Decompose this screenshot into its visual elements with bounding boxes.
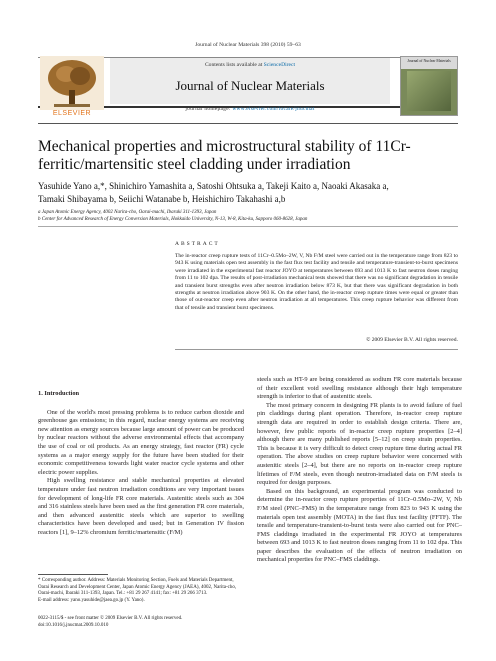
sciencedirect-link[interactable]: ScienceDirect [263, 62, 296, 68]
elsevier-wordmark: ELSEVIER [52, 110, 92, 117]
abstract-heading: ABSTRACT [175, 241, 220, 247]
paragraph: High swelling resistance and stable mechanical properties at elevated temperature under fast neutron irradiation conditions are very important issues for development of long-life FR core materials. Austenitic steels such as 304 and 316 stainless steels have been used as the first generation FR core materials, and then advanced austenitic steels which are superior to swelling characteristics have been developed and used; but in Generation IV fission reactors [1], 9–12% chromium ferritic/martensitic (F/M) [38, 477, 244, 536]
paragraph: One of the world's most pressing problems is to reduce carbon dioxide and greenhouse gas emissions; in this regard, nuclear energy systems are receiving new attention as energy sources because large amount of power can be produced by nuclear reactors without the adverse environmental effects that accompany the use of coal or oil products. As an energy strategy, fast reactor (FR) cycle systems as a major energy supply for the future have been studied for their economic competitiveness towards light water reactor cycle systems and other electric power supplies. [38, 408, 244, 476]
affiliation-a: a Japan Atomic Energy Agency, 4002 Narita-cho, Oarai-machi, Ibaraki 311-1393, Japan [38, 210, 217, 215]
author-list [38, 180, 478, 206]
doi-line[interactable]: doi:10.1016/j.jnucmat.2009.10.010 [38, 622, 109, 628]
abstract-rule [175, 349, 458, 350]
right-column [257, 376, 462, 565]
affiliation-b: b Center for Advanced Research of Energy Conversion Materials, Hokkaido University, N-13, W-8, Kita-ku, Sapporo 060-8628, Japan [38, 217, 308, 222]
paragraph: The most primary concern in designing FR plants is to avoid failure of fuel pin claddings during plant operation. Therefore, in-reactor creep rupture strength data are required in order to establish design criteria. There are, however, few public reports of in-reactor creep rupture properties [2–4] although there are many published reports [5–12] on creep strain properties. This is because it is very difficult to detect creep rupture time during actual FR operation. The above studies on creep rupture behavior were concerned with austenitic steels [2–4], but there are no reports on in-reactor creep rupture lifetimes of F/M steels, even though neutron-irradiated data on F/M steels is required for design purposes. [257, 401, 462, 487]
cover-image [407, 71, 451, 111]
contents-line [110, 62, 390, 68]
issn-line: 0022-3115/$ - see front matter © 2009 Elsevier B.V. All rights reserved. [38, 616, 183, 621]
footnote-rule [38, 574, 108, 575]
journal-cover-thumbnail [400, 56, 458, 116]
homepage-prefix: journal homepage: [185, 106, 233, 112]
article-title: Mechanical properties and microstructural stability of 11Cr-ferritic/martensitic steel cladding under irradiation [38, 138, 411, 173]
paragraph: steels such as HT-9 are being considered as sodium FR core materials because of their excellent void swelling resistance although their high temperature strength is inferior to that of austenitic steels. [257, 376, 462, 401]
left-column [38, 390, 244, 538]
copyright-notice: © 2009 Elsevier B.V. All rights reserved. [366, 337, 458, 343]
authors-line-2: Tamaki Shibayama b, Seiichi Watanabe b, Heishichiro Takahashi a,b [38, 194, 286, 204]
footnote-text: * Corresponding author. Address: Materials Monitoring Section, Fuels and Materials Department, Oarai Research and Development Center, Japan Atomic Energy Agency (JAEA), 4002, Narita-cho, Oarai-machi, Ibaraki 311-1393, Japan. Tel.: +81 29 267 4141; fax: +81 29 266 3713. [38, 578, 237, 597]
journal-citation: Journal of Nuclear Materials 398 (2010) 59–63 [195, 42, 301, 48]
corresponding-author-footnote [38, 578, 244, 604]
masthead-bottom-rule [38, 123, 458, 124]
publication-info [38, 616, 298, 629]
journal-homepage [110, 106, 390, 112]
authors-line-1: Yasuhide Yano a,*, Shinichiro Yamashita a, Satoshi Ohtsuka a, Takeji Kaito a, Naoaki Akasaka a, [38, 181, 389, 191]
email-line[interactable]: E-mail address: yano.yasuhide@jaea.go.jp (Y. Yano). [38, 597, 145, 603]
journal-name: Journal of Nuclear Materials [175, 78, 325, 93]
homepage-link[interactable]: www.elsevier.com/locate/jnucmat [232, 106, 315, 112]
affiliation-rule [38, 226, 458, 227]
section-heading: 1. Introduction [38, 390, 80, 397]
abstract-text: The in-reactor creep rupture tests of 11Cr–0.5Mo–2W, V, Nb F/M steel were carried out in the temperature range from 823 to 943 K using materials open test assembly in the fast flux test facility and tensile and temperature-transient-to-burst specimens were irradiated in the experimental fast reactor JOYO at temperatures between 693 and 1013 K to fast neutron doses ranging from 11 to 102 dpa. The results of post-irradiation mechanical tests showed that there was no significant degradation in tensile and transient burst strengths even after neutron irradiation below 873 K, but that there was significant degradation in both strengths at neutron irradiation above 903 K. On the other hand, the in-reactor creep rupture times were equal or greater than those of out-reactor creep even after neutron irradiation at all temperatures. This creep rupture behavior was different from that of tensile and transient burst specimens. [175, 253, 458, 311]
contents-prefix: Contents lists available at [204, 62, 264, 68]
cover-title: Journal of Nuclear Materials [407, 59, 451, 63]
elsevier-tree-logo [40, 56, 104, 110]
paragraph: Based on this background, an experimental program was conducted to determine the in-reactor creep rupture properties of 11Cr–0.5Mo–2W, V, Nb F/M steel (PNC–FMS) in the temperature range from 823 to 943 K using the materials open test assembly (MOTA) in the fast flux test facility (FFTF). The tensile and temperature-transient-to-burst tests were also carried out for PNC–FMS claddings irradiated in the experimental FR JOYO at temperatures between 693 and 1013 K to fast neutron doses ranging from 11 to 102 dpa. This paper describes the evaluation of the effects of neutron irradiation on mechanical properties for PNC–FMS claddings. [257, 487, 462, 564]
